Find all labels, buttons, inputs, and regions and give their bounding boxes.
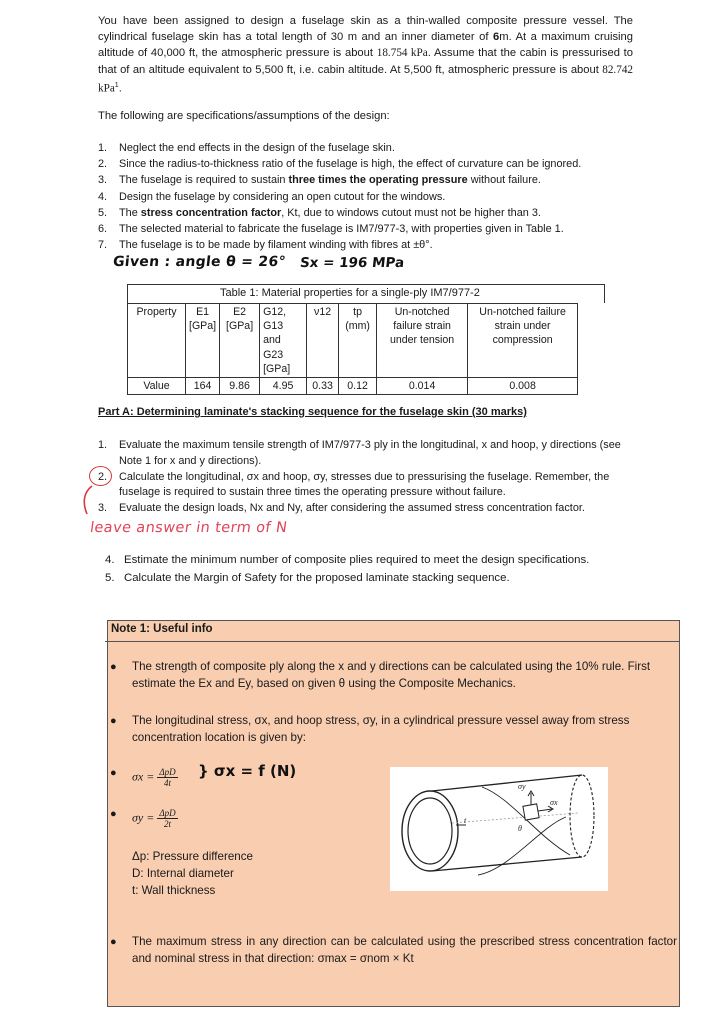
list-item: 1. Evaluate the maximum tensile strength of IM7/977-3 ply in the longitudinal, x and hoop, y directions (see Note 1 for x and y directions).: [98, 439, 621, 467]
equation-sigma-y: ● σy = $\frac{\text{ΔpD}}{2t}$: [110, 808, 176, 829]
label-thickness: t: [464, 816, 467, 825]
bullet-dot: ●: [110, 767, 117, 779]
note-bullet-stress: ● The longitudinal stress, σx, and hoop stress, σy, in a cylindrical pressure vessel away from stress concentration location is given by:: [110, 714, 630, 744]
label-sigma-x: σx: [550, 798, 558, 807]
tasks-list-2: [105, 552, 665, 587]
cruise-pressure: 18.754 kPa: [376, 47, 428, 60]
intro-text-3: . Assume that the cabin is pressurised to that of an altitude equivalent to 5,500 ft, i.e. cabin altitude. At 5,500 ft, atmospheric pressure is about: [98, 47, 634, 76]
legend-item: t: Wall thickness: [132, 884, 216, 897]
list-item: 2. Calculate the longitudinal, σx and hoop, σy, stresses due to pressurising the fuselage. Remember, the fuselage is required to sustain three times the operating pressure without failure.: [98, 470, 610, 499]
equation-sigma-x: ● σx = $\frac{\text{ΔpD}}{4t}$: [110, 767, 176, 788]
part-a-heading: Part A: Determining laminate's stacking sequence for the fuselage skin (30 marks): [98, 406, 527, 418]
list-item: 3. The fuselage is required to sustain three times the operating pressure without failure.: [98, 174, 541, 187]
label-sigma-y: σy: [518, 782, 526, 791]
specs-list: [98, 140, 638, 253]
table-row: Value 164 9.86 4.95 0.33 0.12 0.014 0.008: [128, 378, 578, 395]
list-item: 4. Estimate the minimum number of composite plies required to meet the design specifications.: [105, 554, 590, 566]
handwritten-bracket-mark: [78, 484, 98, 518]
bullet-dot: ●: [110, 936, 117, 948]
list-item: 1. Neglect the end effects in the design of the fuselage skin.: [98, 142, 395, 154]
cabin-pressure: 82.742 kPa: [98, 63, 633, 95]
list-item: 3. Evaluate the design loads, Nx and Ny, after considering the assumed stress concentration factor.: [98, 502, 585, 515]
material-properties-table: [127, 303, 578, 395]
intro-text-1: You have been assigned to design a fuselage skin as a thin-walled composite pressure vessel. The cylindrical fuselage skin has a total length of 30 m and an inner diameter of: [98, 15, 633, 44]
note-divider: [105, 641, 680, 642]
bullet-dot: ●: [110, 715, 117, 727]
list-item: 5. Calculate the Margin of Safety for the proposed laminate stacking sequence.: [105, 571, 510, 584]
note-bullet-strength: ● The strength of composite ply along the x and y directions can be calculated using the 10% rule. First estimate the Ex and Ey, based on given θ using the Composite Mechanics.: [110, 660, 651, 690]
note-box: [107, 620, 680, 1007]
legend-item: Δp: Pressure difference: [132, 850, 253, 863]
specs-heading: The following are specifications/assumptions of the design:: [98, 110, 390, 122]
list-item: 7. The fuselage is to be made by filament winding with fibres at ±θ°.: [98, 239, 433, 252]
bullet-dot: ●: [110, 808, 117, 820]
handwritten-circle-mark: [89, 466, 112, 486]
handwritten-sx: Sx = 196 MPa: [299, 255, 405, 271]
list-item: 6. The selected material to fabricate the fuselage is IM7/977-3, with properties given in Table 1.: [98, 223, 564, 236]
cylinder-diagram: [390, 767, 608, 891]
intro-text-4: .: [118, 82, 122, 95]
label-theta: θ: [518, 824, 522, 833]
footnote-marker: 1: [114, 81, 119, 89]
handwritten-given-angle: Given : angle θ = 26°: [112, 254, 287, 270]
handwritten-sigma-f-n: } σx = f (N): [198, 762, 297, 780]
list-item: 5. The stress concentration factor, Kt, due to windows cutout must not be higher than 3.: [98, 206, 541, 219]
diameter-value: 6: [493, 31, 500, 44]
pressure-vessel-figure: [390, 767, 608, 891]
table-caption: Table 1: Material properties for a single-ply IM7/977-2: [220, 287, 480, 299]
tasks-list: [98, 438, 633, 517]
note-title: Note 1: Useful info: [111, 623, 213, 635]
variable-legend: [132, 848, 253, 899]
note-bullet-max-stress: ● The maximum stress in any direction can be calculated using the prescribed stress concentration factor and nominal stress in that direction: σmax = σnom × Kt: [110, 935, 677, 965]
intro-paragraph: [98, 13, 633, 97]
list-item: 4. Design the fuselage by considering an open cutout for the windows.: [98, 190, 446, 203]
list-item: 2. Since the radius-to-thickness ratio of the fuselage is high, the effect of curvature can be ignored.: [98, 158, 582, 171]
intro-text-2: m. At a maximum cruising altitude of 40,000 ft, the atmospheric pressure is about: [98, 31, 633, 60]
legend-item: D: Internal diameter: [132, 867, 234, 880]
handwritten-leave-answer: leave answer in term of N: [88, 520, 289, 536]
table-row: Property E1 [GPa] E2 [GPa] G12, G13 and G23 [GPa] ν12 tp (mm) Un-notched failure strain under tension Un-notched failure strain under compression: [128, 304, 578, 378]
bullet-dot: ●: [110, 661, 117, 673]
